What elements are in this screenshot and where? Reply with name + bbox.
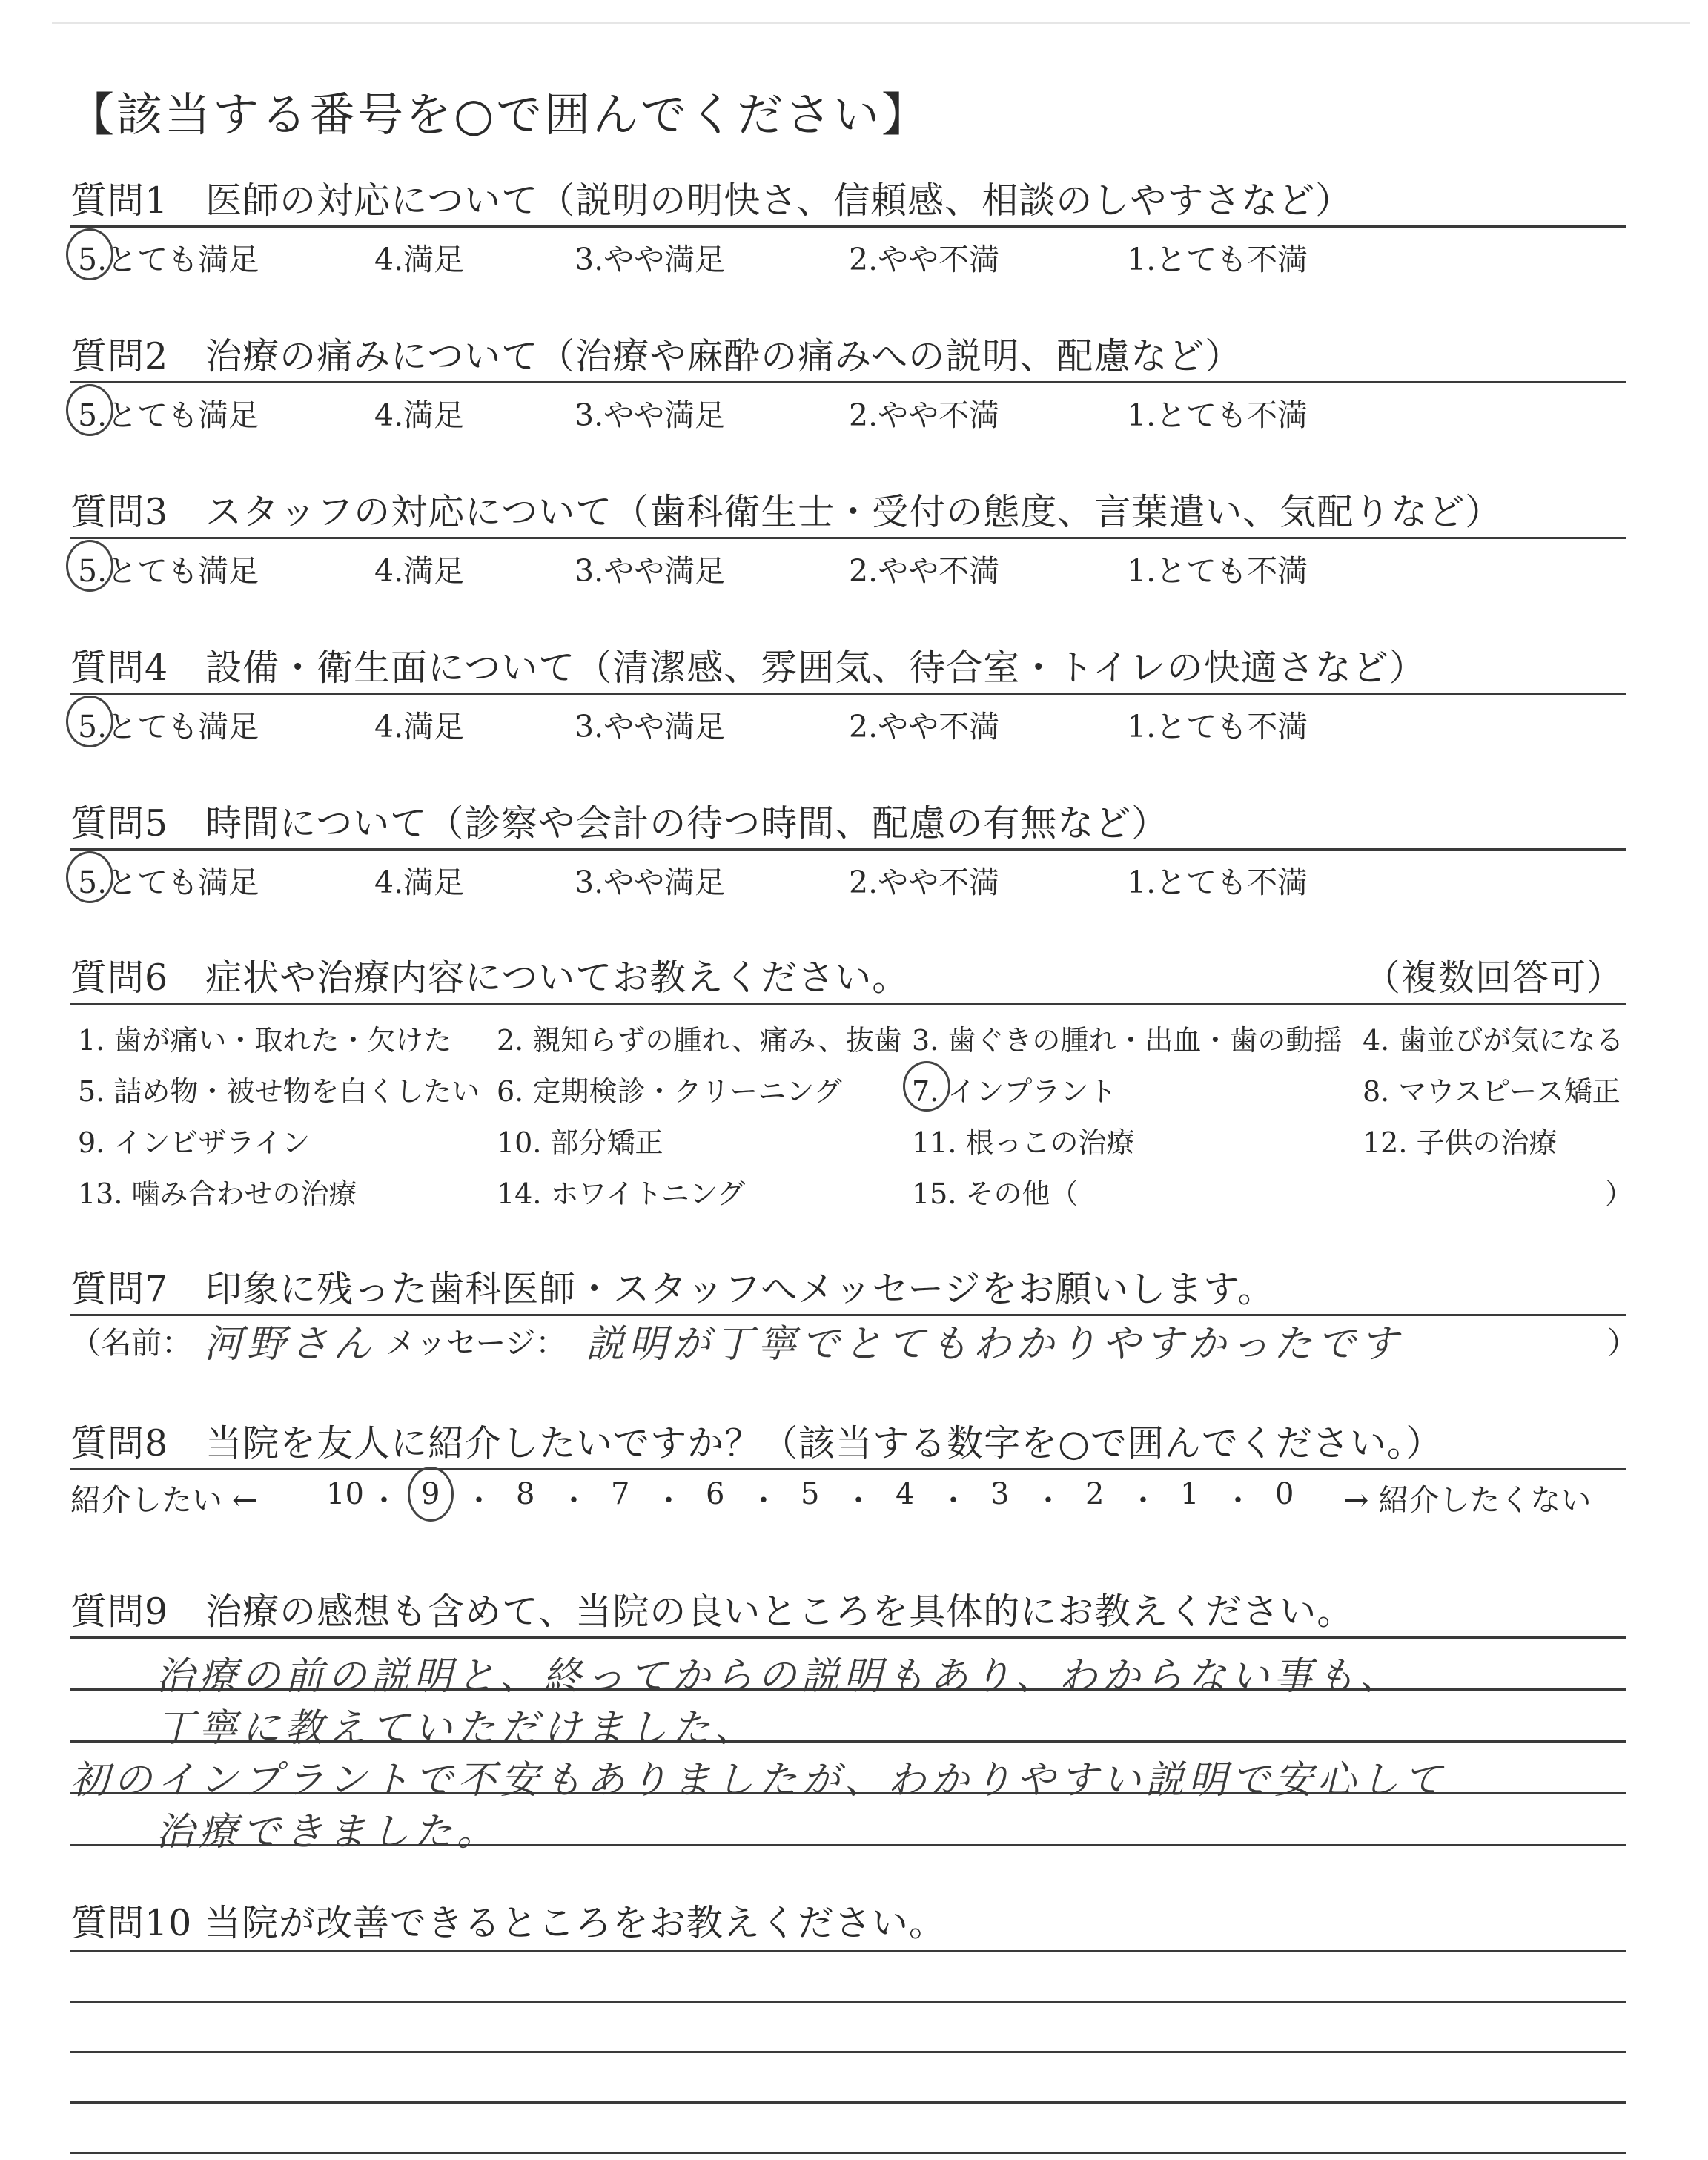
q7-title: 質問7 印象に残った歯科医師・スタッフへメッセージをお願いします。 [70, 1268, 1275, 1310]
q1-option-5[interactable]: 5.とても満足 [78, 242, 259, 277]
q2-title: 質問2 治療の痛みについて（治療や麻酔の痛みへの説明、配慮など） [70, 335, 1242, 377]
q6-option-2[interactable]: 2. 親知らずの腫れ、痛み、抜歯 [497, 1024, 902, 1057]
q6-option-7[interactable]: 7. インプラント [912, 1075, 1117, 1108]
q6-selection-circle [903, 1061, 950, 1112]
q7-name-label: （名前： [70, 1325, 192, 1361]
q8-scale-7[interactable]: 7 [611, 1477, 630, 1511]
q7-message-value[interactable]: 説明が丁寧でとてもわかりやすかったです [586, 1322, 1403, 1367]
q8-scale-6[interactable]: 6 [706, 1477, 725, 1511]
q5-title: 質問5 時間について（診察や会計の待つ時間、配慮の有無など） [70, 802, 1169, 845]
q6-option-6[interactable]: 6. 定期検診・クリーニング [497, 1075, 842, 1108]
q8-scale-0[interactable]: 0 [1275, 1477, 1294, 1511]
q9-answer-rule [70, 1636, 1626, 1639]
q2-selection-circle [66, 384, 113, 436]
q6-option-14[interactable]: 14. ホワイトニング [497, 1178, 746, 1210]
q6-option-8[interactable]: 8. マウスピース矯正 [1363, 1075, 1621, 1108]
q9-answer-line: 治療できました。 [156, 1810, 500, 1855]
q6-option-15[interactable]: 15. その他（ [912, 1178, 1079, 1210]
q3-option-1[interactable]: 1.とても不満 [1127, 553, 1308, 589]
q4-option-4[interactable]: 4.満足 [374, 709, 465, 744]
q6-other-close: ） [1605, 1178, 1634, 1210]
q9-answer-line: 丁寧に教えていただけました、 [156, 1706, 758, 1751]
q2-option-2[interactable]: 2.やや不満 [849, 397, 1000, 433]
q8-scale-9[interactable]: 9 [421, 1477, 440, 1511]
q5-option-2[interactable]: 2.やや不満 [849, 865, 1000, 900]
q8-separator: ・ [1128, 1484, 1158, 1518]
q2-option-1[interactable]: 1.とても不満 [1127, 397, 1308, 433]
q3-title: 質問3 スタッフの対応について（歯科衛生士・受付の態度、言葉遣い、気配りなど） [70, 491, 1503, 533]
q4-title: 質問4 設備・衛生面について（清潔感、雰囲気、待合室・トイレの快適さなど） [70, 647, 1426, 689]
q10-answer-rule [70, 2152, 1626, 2154]
q8-separator: ・ [939, 1484, 968, 1518]
q10-answer-rule [70, 2001, 1626, 2003]
q8-right-label: → 紹介したくない [1343, 1482, 1592, 1518]
q10-answer-rule [70, 2101, 1626, 2104]
q4-rule [70, 693, 1626, 695]
q6-option-13[interactable]: 13. 噛み合わせの治療 [78, 1178, 357, 1210]
q6-note: （複数回答可） [1364, 957, 1624, 999]
q5-option-5[interactable]: 5.とても満足 [78, 865, 259, 900]
q5-selection-circle [66, 851, 113, 903]
q8-left-label: 紹介したい ← [70, 1482, 258, 1518]
q3-option-4[interactable]: 4.満足 [374, 553, 465, 589]
q7-name-value[interactable]: 河野さん [204, 1322, 377, 1367]
q6-option-3[interactable]: 3. 歯ぐきの腫れ・出血・歯の動揺 [912, 1024, 1343, 1057]
q6-option-4[interactable]: 4. 歯並びが気になる [1363, 1024, 1624, 1057]
q4-option-1[interactable]: 1.とても不満 [1127, 709, 1308, 744]
q1-selection-circle [66, 228, 113, 280]
q5-option-4[interactable]: 4.満足 [374, 865, 465, 900]
q8-title: 質問8 当院を友人に紹介したいですか？（該当する数字を○で囲んでください。） [70, 1422, 1443, 1464]
q1-rule [70, 225, 1626, 228]
q3-rule [70, 537, 1626, 539]
q4-option-3[interactable]: 3.やや満足 [575, 709, 726, 744]
q8-separator: ・ [844, 1484, 873, 1518]
q8-rule [70, 1468, 1626, 1470]
q8-scale-1[interactable]: 1 [1180, 1477, 1199, 1511]
q1-option-1[interactable]: 1.とても不満 [1127, 242, 1308, 277]
q7-message-label: メッセージ： [385, 1325, 566, 1361]
q6-title: 質問6 症状や治療内容についてお教えください。 [70, 957, 910, 999]
q10-title: 質問10 当院が改善できるところをお教えください。 [70, 1902, 946, 1944]
q8-scale-2[interactable]: 2 [1085, 1477, 1105, 1511]
q4-option-2[interactable]: 2.やや不満 [849, 709, 1000, 744]
q2-rule [70, 381, 1626, 383]
q6-option-5[interactable]: 5. 詰め物・被せ物を白くしたい [78, 1075, 480, 1108]
q6-option-12[interactable]: 12. 子供の治療 [1363, 1126, 1558, 1159]
q3-option-5[interactable]: 5.とても満足 [78, 553, 259, 589]
q3-selection-circle [66, 540, 113, 592]
q4-selection-circle [66, 696, 113, 747]
q8-scale-10[interactable]: 10 [326, 1477, 364, 1511]
q6-option-11[interactable]: 11. 根っこの治療 [912, 1126, 1135, 1159]
q5-option-3[interactable]: 3.やや満足 [575, 865, 726, 900]
q1-option-3[interactable]: 3.やや満足 [575, 242, 726, 277]
q8-separator: ・ [369, 1484, 399, 1518]
q5-rule [70, 848, 1626, 851]
q1-option-4[interactable]: 4.満足 [374, 242, 465, 277]
q1-title: 質問1 医師の対応について（説明の明快さ、信頼感、相談のしやすさなど） [70, 179, 1353, 222]
q8-separator: ・ [1033, 1484, 1063, 1518]
q8-selection-circle [408, 1467, 454, 1522]
q8-scale-8[interactable]: 8 [516, 1477, 535, 1511]
q5-option-1[interactable]: 1.とても不満 [1127, 865, 1308, 900]
q1-option-2[interactable]: 2.やや不満 [849, 242, 1000, 277]
q2-option-4[interactable]: 4.満足 [374, 397, 465, 433]
q10-answer-rule [70, 2051, 1626, 2053]
q8-separator: ・ [749, 1484, 778, 1518]
q2-option-3[interactable]: 3.やや満足 [575, 397, 726, 433]
q9-answer-line: 初のインプラントで不安もありましたが、わかりやすい説明で安心して [70, 1758, 1447, 1803]
q8-separator: ・ [559, 1484, 589, 1518]
q8-scale-3[interactable]: 3 [990, 1477, 1010, 1511]
instruction-heading: 【該当する番号を○で囲んでください】 [68, 87, 930, 142]
q6-option-10[interactable]: 10. 部分矯正 [497, 1126, 663, 1159]
q8-separator: ・ [1223, 1484, 1253, 1518]
q8-scale-5[interactable]: 5 [801, 1477, 820, 1511]
q6-option-1[interactable]: 1. 歯が痛い・取れた・欠けた [78, 1024, 452, 1057]
q10-answer-rule [70, 1950, 1626, 1952]
q6-rule [70, 1003, 1626, 1005]
q9-title: 質問9 治療の感想も含めて、当院の良いところを具体的にお教えください。 [70, 1591, 1354, 1633]
q3-option-3[interactable]: 3.やや満足 [575, 553, 726, 589]
q6-option-9[interactable]: 9. インビザライン [78, 1126, 311, 1159]
q2-option-5[interactable]: 5.とても満足 [78, 397, 259, 433]
q7-close: ） [1607, 1325, 1638, 1361]
q9-answer-line: 治療の前の説明と、終ってからの説明もあり、わからない事も、 [156, 1654, 1403, 1699]
top-divider [52, 22, 1690, 24]
q3-option-2[interactable]: 2.やや不満 [849, 553, 1000, 589]
q4-option-5[interactable]: 5.とても満足 [78, 709, 259, 744]
q8-scale-4[interactable]: 4 [896, 1477, 915, 1511]
q8-separator: ・ [464, 1484, 494, 1518]
q8-separator: ・ [654, 1484, 683, 1518]
